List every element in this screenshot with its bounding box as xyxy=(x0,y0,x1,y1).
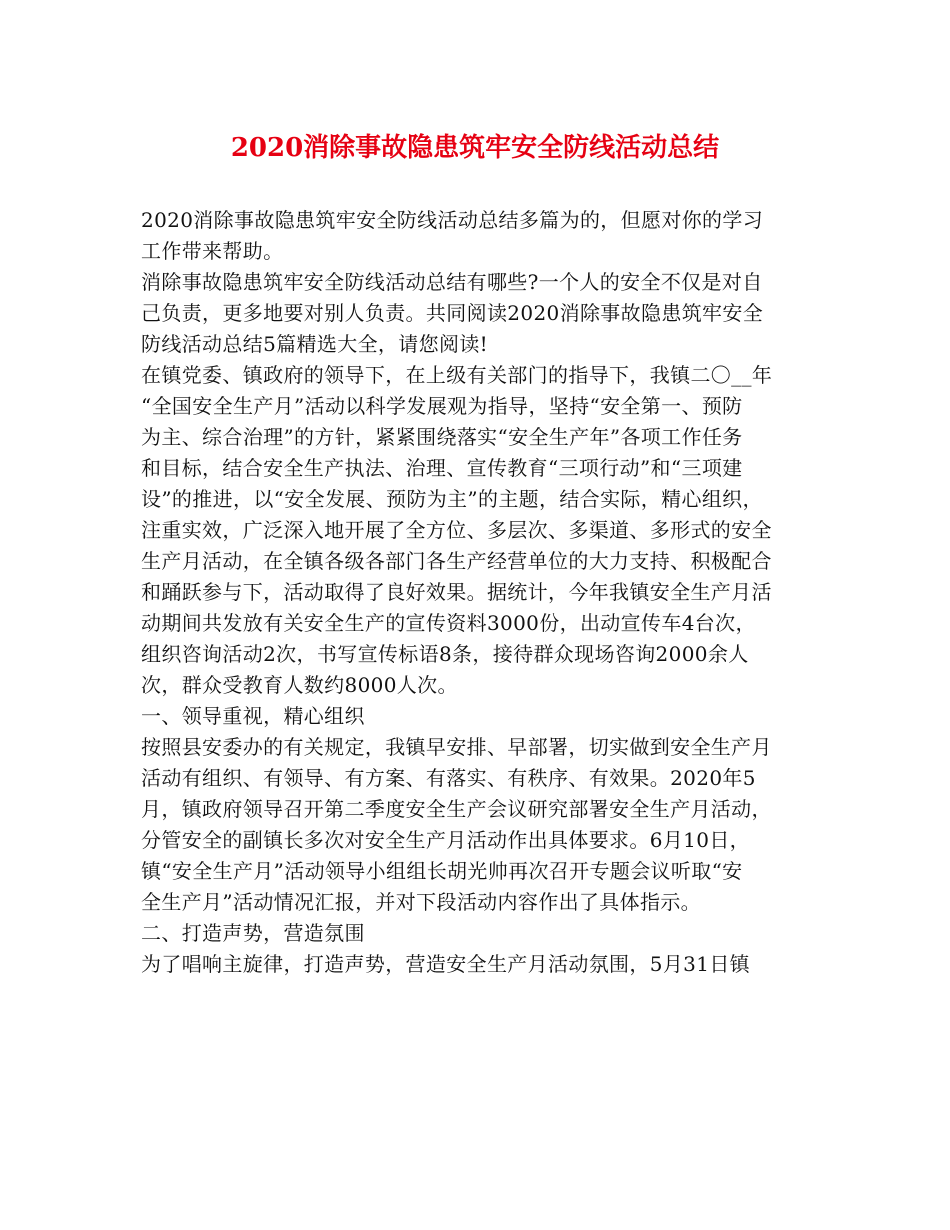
section-heading: 二、打造声势，营造氛围 xyxy=(141,921,365,945)
text-line: 组织咨询活动2次，书写宣传标语8条，接待群众现场咨询2000余人 xyxy=(141,642,749,666)
text-line: 注重实效，广泛深入地开展了全方位、多层次、多渠道、多形式的安全 xyxy=(141,518,772,542)
text-line: 2020消除事故隐患筑牢安全防线活动总结多篇为的，但愿对你的学习 xyxy=(141,208,764,232)
text-line: 次，群众受教育人数约8000人次。 xyxy=(141,673,458,697)
document-body xyxy=(141,205,821,980)
text-line: 按照县安委办的有关规定，我镇早安排、早部署，切实做到安全生产月 xyxy=(141,735,772,759)
text-line: 活动有组织、有领导、有方案、有落实、有秩序、有效果。2020年5 xyxy=(141,766,756,790)
text-line: “全国安全生产月”活动以科学发展观为指导，坚持“安全第一、预防 xyxy=(141,394,743,418)
text-line: 和目标，结合安全生产执法、治理、宣传教育“三项行动”和“三项建 xyxy=(141,456,743,480)
text-line: 在镇党委、镇政府的领导下，在上级有关部门的指导下，我镇二〇__年 xyxy=(141,363,773,387)
text-line: 为主、综合治理”的方针，紧紧围绕落实“安全生产年”各项工作任务 xyxy=(141,425,743,449)
text-line: 和踊跃参与下，活动取得了良好效果。据统计，今年我镇安全生产月活 xyxy=(141,580,772,604)
text-line: 为了唱响主旋律，打造声势，营造安全生产月活动氛围，5月31日镇 xyxy=(141,952,751,976)
text-line: 镇“安全生产月”活动领导小组组长胡光帅再次召开专题会议听取“安 xyxy=(141,859,743,883)
text-line: 设”的推进，以“安全发展、预防为主”的主题，结合实际，精心组织， xyxy=(141,487,763,511)
text-line: 己负责，更多地要对别人负责。共同阅读2020消除事故隐患筑牢安全 xyxy=(141,301,764,325)
text-line: 全生产月”活动情况汇报，并对下段活动内容作出了具体指示。 xyxy=(141,890,702,914)
section-heading: 一、领导重视，精心组织 xyxy=(141,704,365,728)
text-line: 生产月活动，在全镇各级各部门各生产经营单位的大力支持、积极配合 xyxy=(141,549,772,573)
text-line: 分管安全的副镇长多次对安全生产月活动作出具体要求。6月10日， xyxy=(141,828,751,852)
text-line: 消除事故隐患筑牢安全防线活动总结有哪些?一个人的安全不仅是对自 xyxy=(141,270,763,294)
text-line: 防线活动总结5篇精选大全，请您阅读! xyxy=(141,332,489,356)
text-line: 月，镇政府领导召开第二季度安全生产会议研究部署安全生产月活动， xyxy=(141,797,772,821)
text-line: 工作带来帮助。 xyxy=(141,239,284,263)
text-line: 动期间共发放有关安全生产的宣传资料3000份，出动宣传车4台次， xyxy=(141,611,756,635)
document-title: 2020消除事故隐患筑牢安全防线活动总结 xyxy=(230,133,720,163)
